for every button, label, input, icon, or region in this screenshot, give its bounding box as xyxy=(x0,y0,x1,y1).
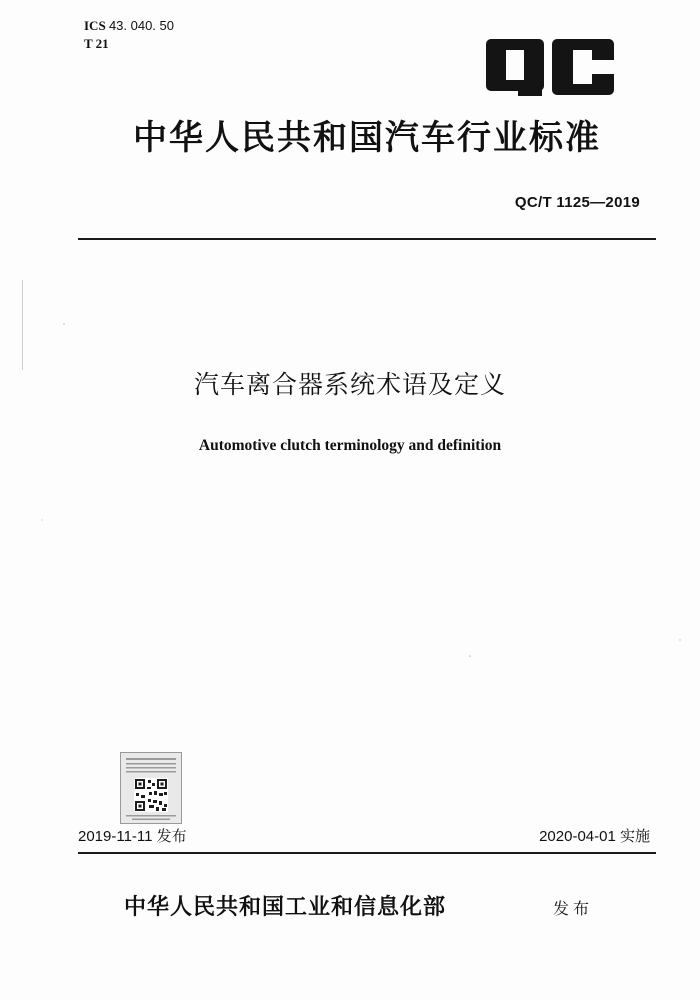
ics-code xyxy=(84,18,174,33)
implementation-date: 2020-04-01 实施 xyxy=(539,828,650,845)
ics-number: 43. 040. 50 xyxy=(108,18,174,33)
standard-number: QC/T 1125—2019 xyxy=(514,194,640,211)
publish-date: 2019-11-11 发布 xyxy=(78,828,187,845)
issuer-title: 中华人民共和国汽车行业标准 xyxy=(133,118,601,158)
anti-counterfeit-stamp xyxy=(120,752,182,824)
classification-code: T 21 xyxy=(84,36,109,51)
top-rule xyxy=(78,238,656,240)
standard-title-english: Automotive clutch terminology and definition xyxy=(198,437,502,454)
bottom-rule xyxy=(78,852,656,854)
scan-margin-line xyxy=(22,280,23,370)
ics-label: ICS xyxy=(84,18,106,33)
issuing-authority: 中华人民共和国工业和信息化部 xyxy=(124,894,447,920)
standard-title-chinese: 汽车离合器系统术语及定义 xyxy=(193,370,506,399)
issue-label: 发布 xyxy=(553,899,594,918)
qc-logo xyxy=(484,37,616,97)
